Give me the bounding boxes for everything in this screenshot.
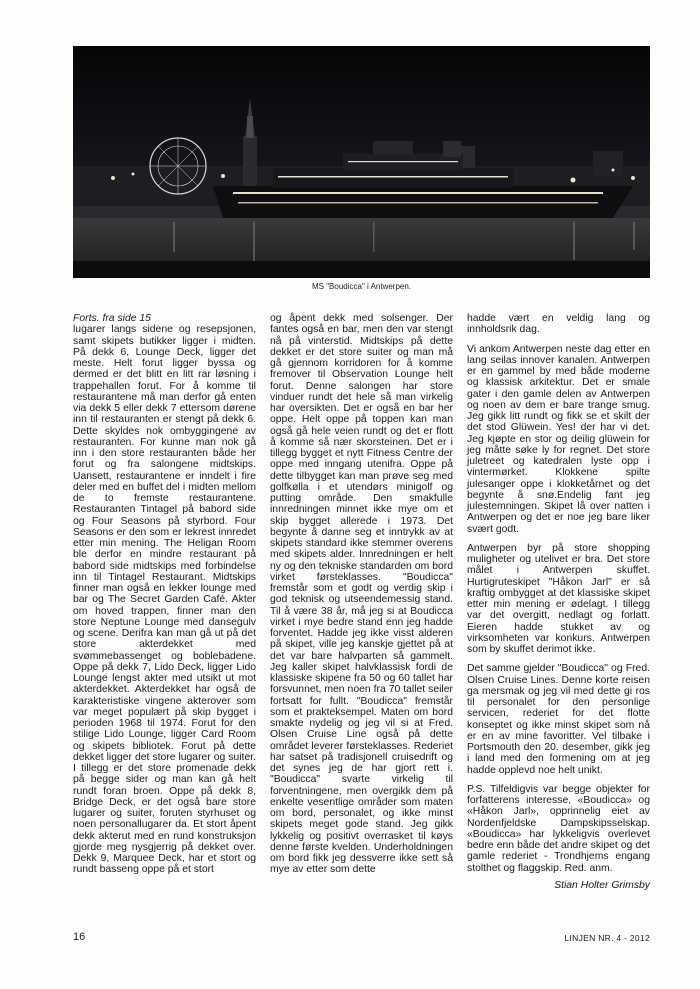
page-number: 16 xyxy=(73,931,86,943)
article-paragraph: hadde vært en veldig lang og innholdsrik dag. xyxy=(467,313,650,336)
article-column-1 xyxy=(73,313,256,876)
article-paragraph: lugarer langs sidene og resepsjonen, samt skipets butikker ligger i midten. På dekk 6, Lounge Deck, ligger det meste. Helt forut ligger byssa og dermed er det blitt en litt rar løsning i trappehallen forut. For å komme til restaurantene må man derfor gå enten via dekk 5 eller dekk 7 ettersom dørene inn til restauranten er stengt på dekk 6. Dette skyldes nok ombyggingene av restauranten. For kunne man nok gå inn i den store restauranten både her forut og fra salongene midtskips. Uansett, restaurantene er inndelt i fire deler med en buffet del i midten mellom de to fremste restaurantene. Restauranten Tintagel på babord side og Four Seasons på styrbord. Four Seasons er den som er lekrest innredet etter min mening. The Heligan Room ble derfor en mindre restaurant på babord side midtskips med forbindelse inn til Tintagel Restaurant. Midtskips finner man også en lekker lounge med bar og The Secret Garden Café. Akter om hoved trappen, finner man den store Neptune Lounge med dansegulv og scene. Derifra kan man gå ut på det store akterdekket med svømmebassenget og boblebadene. Oppe på dekk 7, Lido Deck, ligger Lido Lounge lengst akter med utsikt ut mot akterdekket. Akterdekket har også de karakteristiske vingene akterover som var meget populært på skip bygget i perioden 1968 til 1974. Forut for den stilige Lido Lounge, ligger Card Room og skipets bibliotek. Forut på dette dekket ligger det store lugarer og suiter. I tillegg er det store promenade dekk på begge sider og man kan gå helt rundt foran broen. Oppe på dekk 8, Bridge Deck, er det også bare store lugarer og suiter, foruten styrhuset og noen personallugarer da. Et stort åpent dekk akterut med en rund konstruksjon gjorde meg nysgjerrig på dekket over. Dekk 9, Marquee Deck, har et stort og rundt basseng oppe på et stort xyxy=(73,324,256,876)
article-column-3 xyxy=(467,313,650,891)
ferris-wheel xyxy=(150,138,206,194)
article-paragraph: Antwerpen byr på store shopping muligheter og utelivet er bra. Det store målet i Antwerpen skuffet. Hurtigruteskipet "Håkon Jarl" er så kraftig ombygget at det klassiske skipet etter min mening er ødelagt. I tillegg var det overgitt, nedlagt og forlatt. Eieren hadde stukket av og virksomheten var konkurs. Antwerpen som by skuffet derimot ikke. xyxy=(467,542,650,655)
editor-note: P.S. Tilfeldigvis var begge objekter for forfatterens interesse, «Boudicca» og «Håkon Jarl», opprinnelig eiet av Nordenfjeldske Dampskipsselskap. «Boudicca» har lykkeligvis overlevet bedre enn både det andre skipet og det gamle rederiet - Trondhjems engang stolthet og flaggskip. Red. anm. xyxy=(467,783,650,874)
issue-label: LINJEN NR. 4 - 2012 xyxy=(564,933,650,943)
photo-caption: MS "Boudicca" i Antwerpen. xyxy=(311,282,412,291)
continued-from-note: Forts. fra side 15 xyxy=(73,313,151,324)
article-column-2 xyxy=(270,313,453,876)
photo-illustration xyxy=(73,46,650,278)
author-signature: Stian Holter Grimsby xyxy=(554,879,650,891)
article-paragraph: Det samme gjelder "Boudicca" og Fred. Olsen Cruise Lines. Denne korte reisen ga mersmak og jeg vil med dette gi ros til personalet for den personlige servicen, rederiet for det flotte konseptet og ikke minst skipet som nå er en av mine favoritter. Vel tilbake i Portsmouth den 20. desember, gikk jeg i land med den formening om at jeg hadde opplevd noe helt unikt. xyxy=(467,663,650,776)
article-paragraph: og åpent dekk med solsenger. Der fantes også en bar, men den var stengt nå på vinterstid. Midtskips på dette dekket er det store suiter og man må gå gjennom korridoren for å komme fremover til Observation Lounge helt forut. Denne salongen har store vinduer rundt det hele så man virkelig har oversikten. Det er også en bar her oppe. Helt oppe på toppen kan man også gå hele veien rundt og det er flott å komme så nær skorsteinen. Det er i tillegg bygget et nytt Fitness Centre der oppe med inngang utenifra. Oppe på dette tilbygget kan man prøve seg med golfkølla i et utendørs minigolf og putting område. Den smakfulle innredningen minnet ikke mye om et skip bygget allerede i 1973. Det begynte å danne seg et inntrykk av at skipets standard ikke stemmer overens med skipets alder. Innredningen er helt ny og den tekniske standarden om bord virket førsteklasses. "Boudicca" fremstår som et godt og verdig skip i god teknisk og utseendemessig stand. Til å være 38 år, må jeg si at Boudicca virket i mye bedre stand enn jeg hadde forventet. Hadde jeg ikke visst alderen på skipet, ville jeg kanskje gjettet på at det var bare halvparten så gammelt. Jeg kaller skipet halvklassisk fordi de klassiske skipene fra 50 og 60 tallet har forsvunnet, men noen fra 70 tallet seiler fortsatt for fullt. "Boudicca" fremstår som et prakteksempel. Maten om bord smakte nydelig og jeg vil si at Fred. Olsen Cruise Line også på dette området leverer førsteklasses. Rederiet har satset på tradisjonell cruisedrift og det synes jeg de har gjort rett i. "Boudicca" svarte virkelig til forventningene, men overgikk dem på enkelte vesentlige områder som maten om bord, personalet, og ikke minst skipets meget gode stand. Jeg gikk lykkelig og positivt overrasket til køys denne første kvelden. Underholdningen om bord fikk jeg dessverre ikke sett så mye av etter som dette xyxy=(270,313,453,876)
article-paragraph: Vi ankom Antwerpen neste dag etter en lang seilas innover kanalen. Antwerpen er en gammel by med både moderne og klassisk arkitektur. Det er smale gater i den gamle delen av Antwerpen og noen av dem er bare trange smug. Jeg gikk litt rundt og fikk se et skilt der det stod Glüwein. Yes! der har vi det. Jeg kjøpte en stor og deilig glüwein for jeg måtte søke ly for regnet. Det store juletreet og katedralen lyste opp i vintermørket. Klokkene spilte julesanger oppe i klokketårnet og det begynte å snø.Endelig fant jeg julestemningen. Skipet lå over natten i Antwerpen og det er noe jeg bare liker svært godt. xyxy=(467,343,650,535)
harbor-night-photo xyxy=(73,46,650,278)
